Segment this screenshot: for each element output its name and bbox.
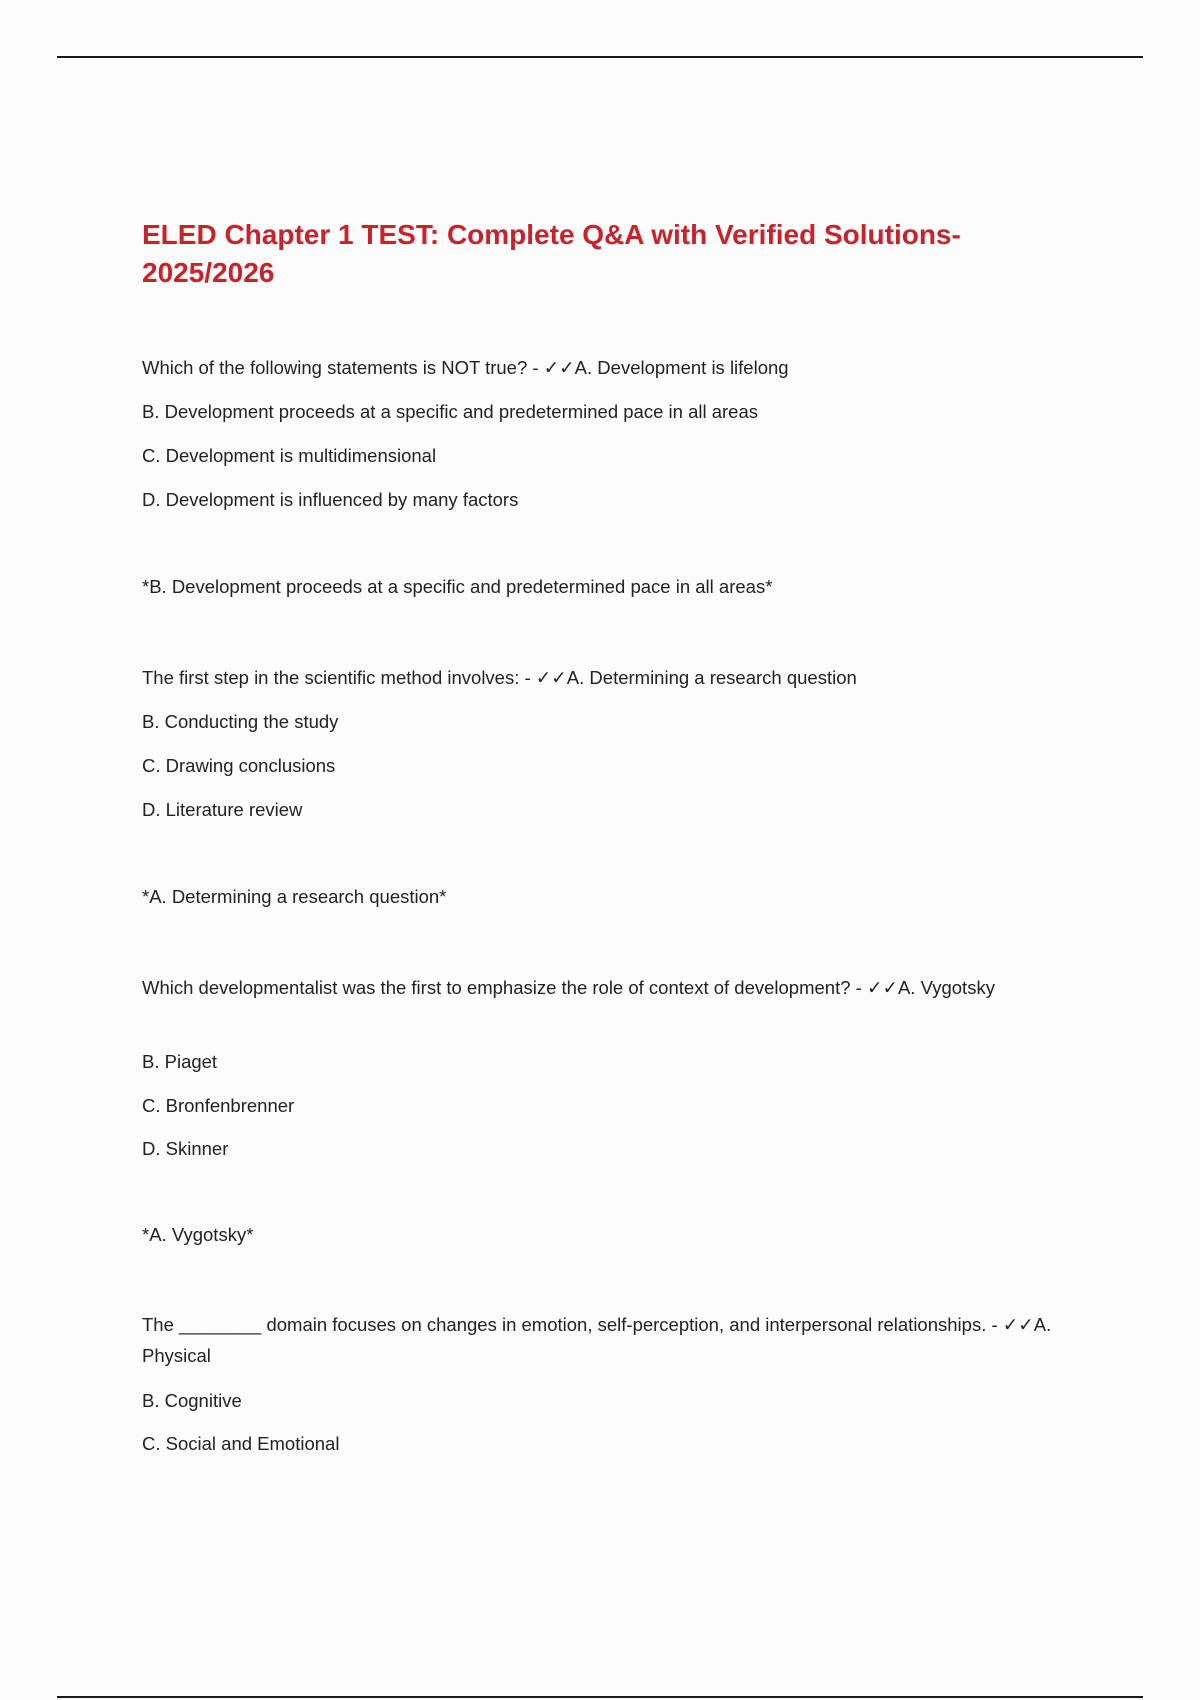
bottom-rule	[57, 1696, 1143, 1698]
question-2-answer: *A. Determining a research question*	[142, 886, 447, 907]
question-3-option-d: D. Skinner	[142, 1138, 229, 1159]
question-4-option-b: B. Cognitive	[142, 1390, 242, 1411]
question-3-option-b: B. Piaget	[142, 1051, 218, 1072]
question-3-prompt: Which developmentalist was the first to emphasize the role of context of development? - ✓✓A. Vygotsky	[142, 977, 995, 998]
question-1-option-d: D. Development is influenced by many factors	[142, 489, 519, 510]
question-2-option-b: B. Conducting the study	[142, 711, 339, 732]
question-1-prompt: Which of the following statements is NOT true? - ✓✓A. Development is lifelong	[142, 357, 789, 378]
question-4-option-c: C. Social and Emotional	[142, 1433, 340, 1454]
question-3-option-c: C. Bronfenbrenner	[142, 1095, 295, 1116]
top-rule	[57, 56, 1143, 58]
document-title: ELED Chapter 1 TEST: Complete Q&A with Verified Solutions-2025/2026	[142, 219, 961, 288]
question-1-answer: *B. Development proceeds at a specific and predetermined pace in all areas*	[142, 576, 773, 597]
question-2-prompt: The first step in the scientific method involves: - ✓✓A. Determining a research question	[142, 667, 857, 688]
question-3-answer: *A. Vygotsky*	[142, 1224, 254, 1245]
question-4-prompt: The ________ domain focuses on changes in emotion, self-perception, and interpersonal relationships. - ✓✓A. Physical	[142, 1314, 1052, 1366]
question-1-option-b: B. Development proceeds at a specific and predetermined pace in all areas	[142, 401, 758, 422]
question-2-option-c: C. Drawing conclusions	[142, 755, 336, 776]
question-2-option-d: D. Literature review	[142, 799, 303, 820]
question-1-option-c: C. Development is multidimensional	[142, 445, 437, 466]
